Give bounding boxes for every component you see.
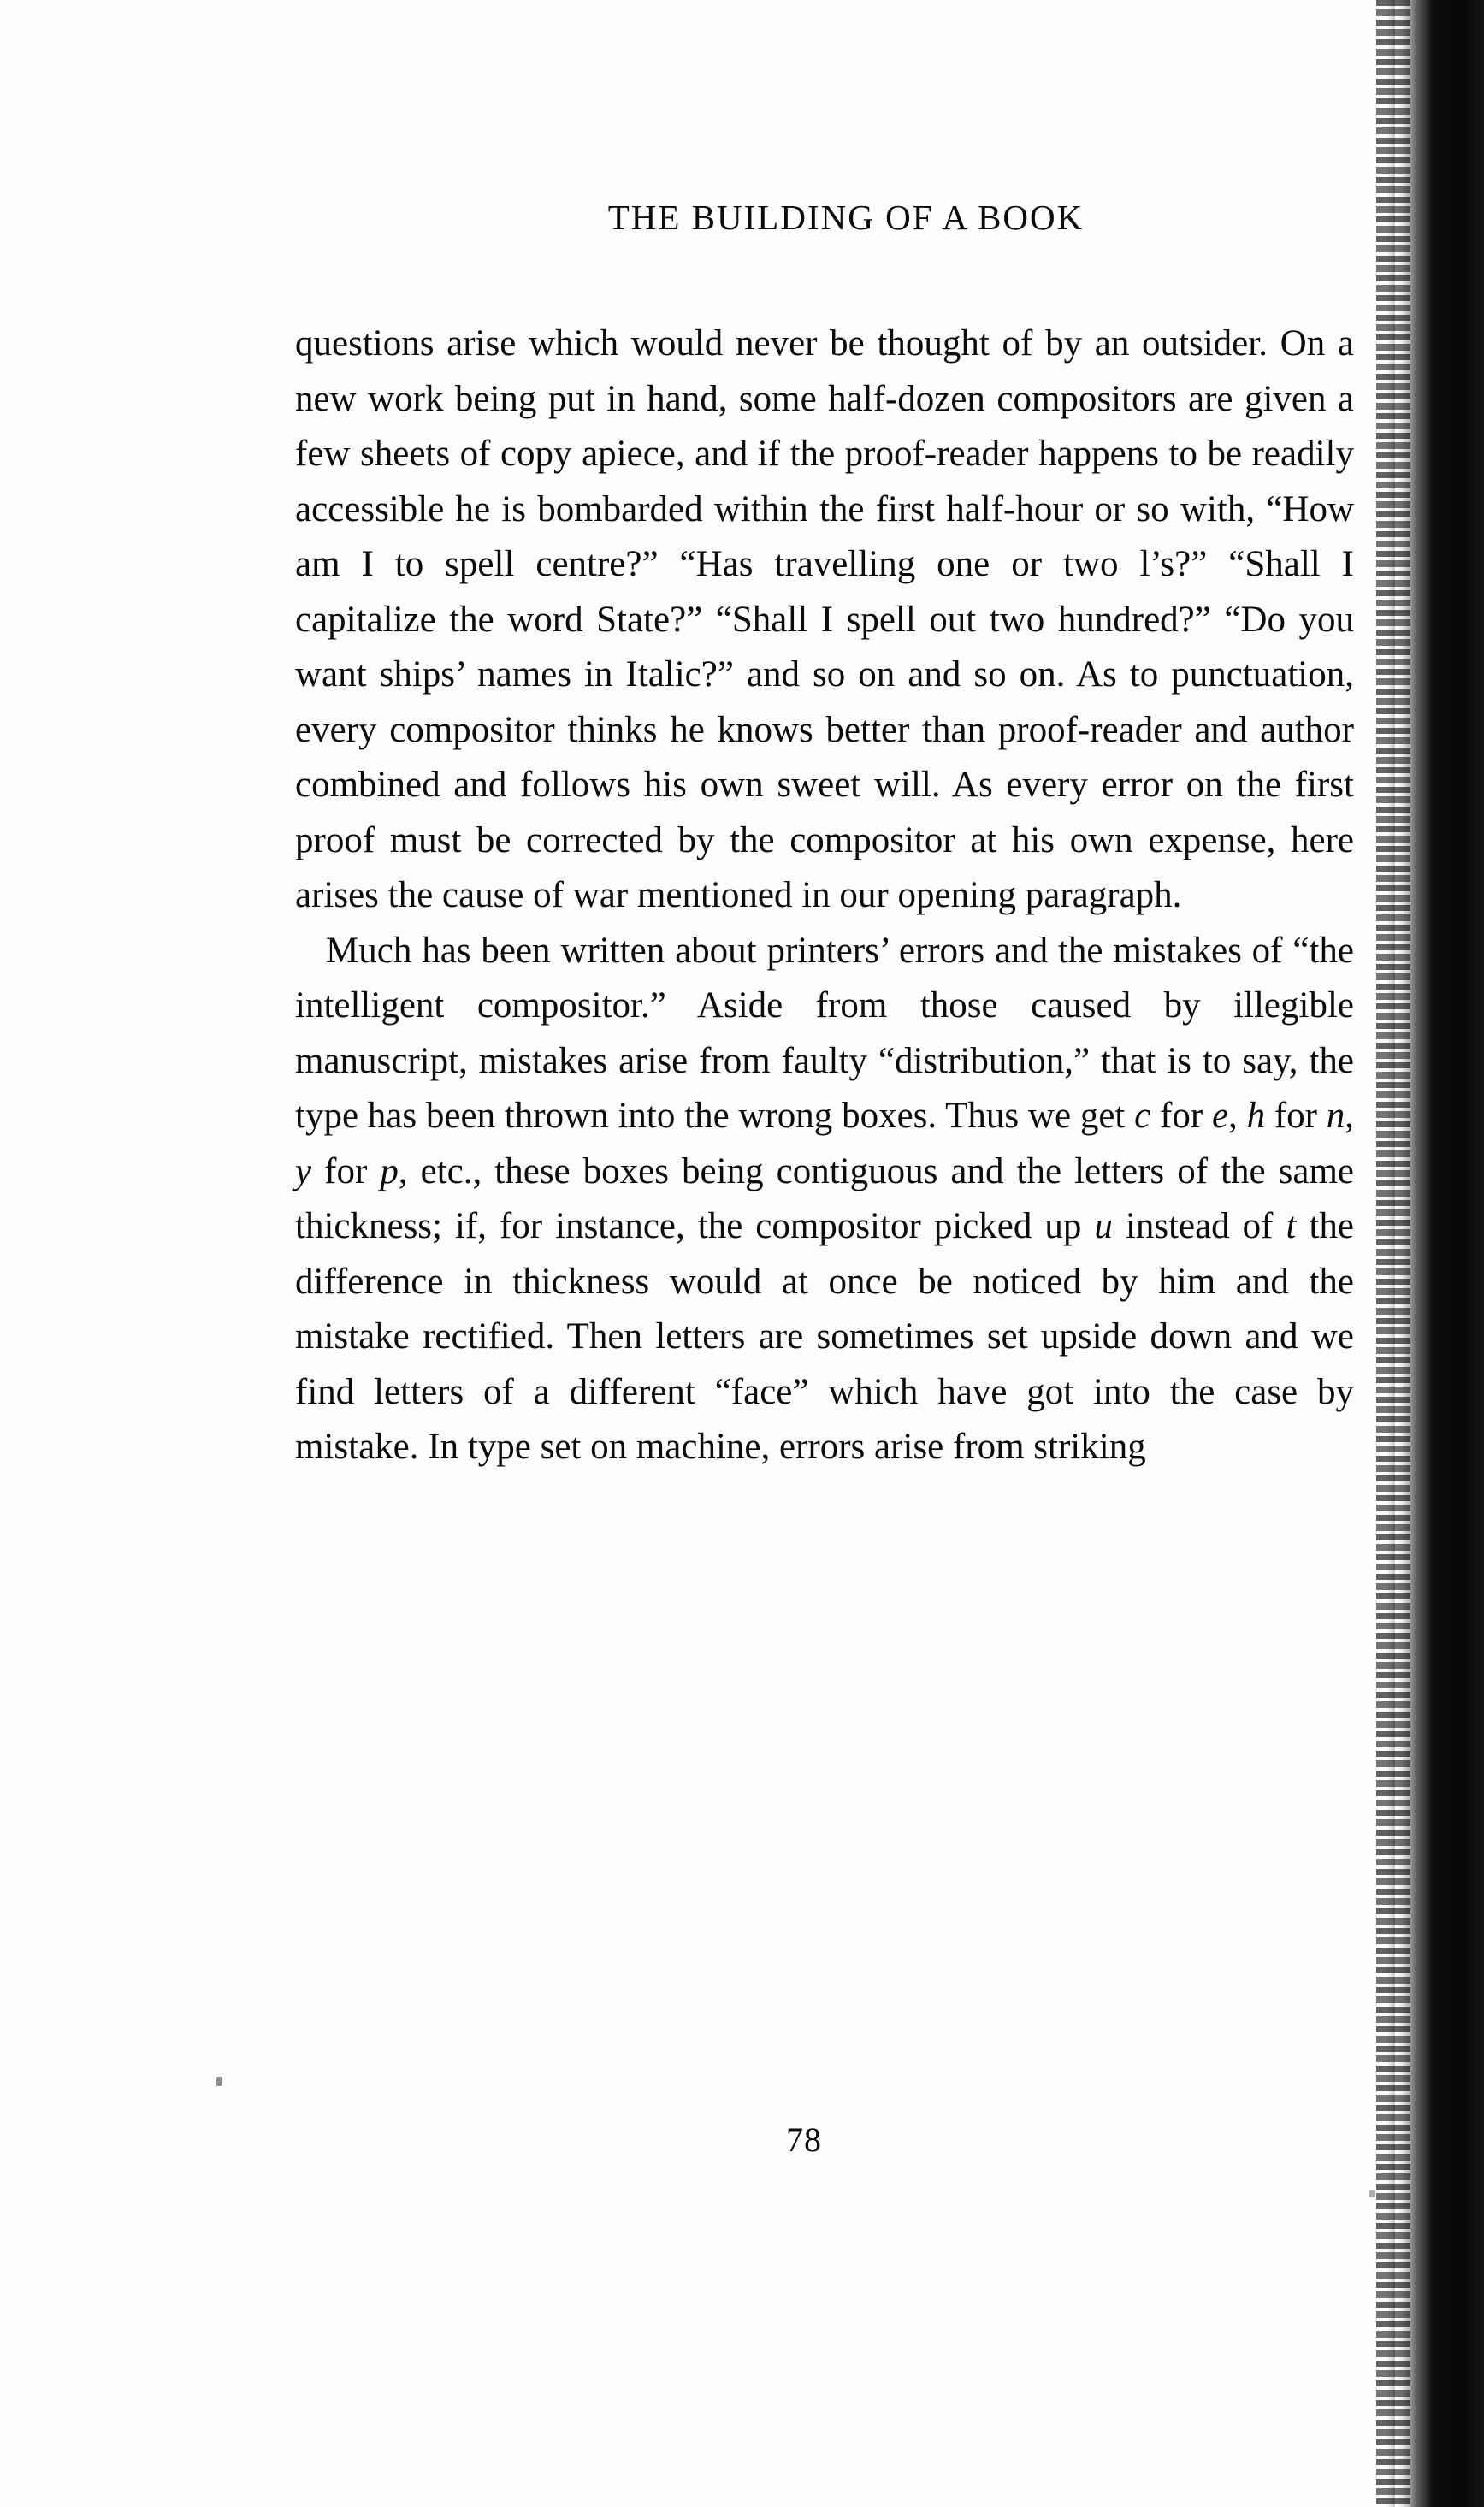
scan-gutter-texture	[1376, 0, 1410, 2507]
page-text-block	[295, 197, 1356, 1475]
body-paragraph-1: questions arise which would never be thought of by an outsider. On a new work being put in hand, some half-dozen compositors are given a few sheets of copy apiece, and if the proof-reader happens to be readily accessible he is bombarded within the first half-hour or so with, “How am I to spell centre?” “Has travelling one or two l’s?” “Shall I capitalize the word State?” “Shall I spell out two hundred?” “Do you want ships’ names in Italic?” and so on and so on. As to punctuation, every compositor thinks he knows better than proof-reader and author combined and follows his own sweet will. As every error on the first proof must be corrected by the compositor at his own expense, here arises the cause of war mentioned in our opening paragraph.	[295, 323, 1354, 915]
running-head: THE BUILDING OF A BOOK	[607, 198, 1085, 237]
scan-gutter-shadow	[1392, 0, 1484, 2507]
body-paragraph-2: Much has been written about printers’ errors and the mistakes of “the intelligent compositor.” Aside from those caused by illegible manuscript, mistakes arise from faulty “distribution,” that is to say, the type has been thrown into the wrong boxes. Thus we get c for e, h for n, y for p, etc., these boxes being contiguous and the letters of the same thickness; if, for instance, the compositor picked up u instead of t the difference in thickness would at once be noticed by him and the mistake rectified. Then letters are sometimes set upside down and we find letters of a different “face” which have got into the case by mistake. In type set on machine, errors arise from striking	[295, 930, 1355, 1467]
scan-artifact-speck	[216, 2077, 222, 2086]
scan-artifact-speck-secondary	[1369, 2190, 1375, 2197]
page-number: 78	[786, 2120, 822, 2159]
